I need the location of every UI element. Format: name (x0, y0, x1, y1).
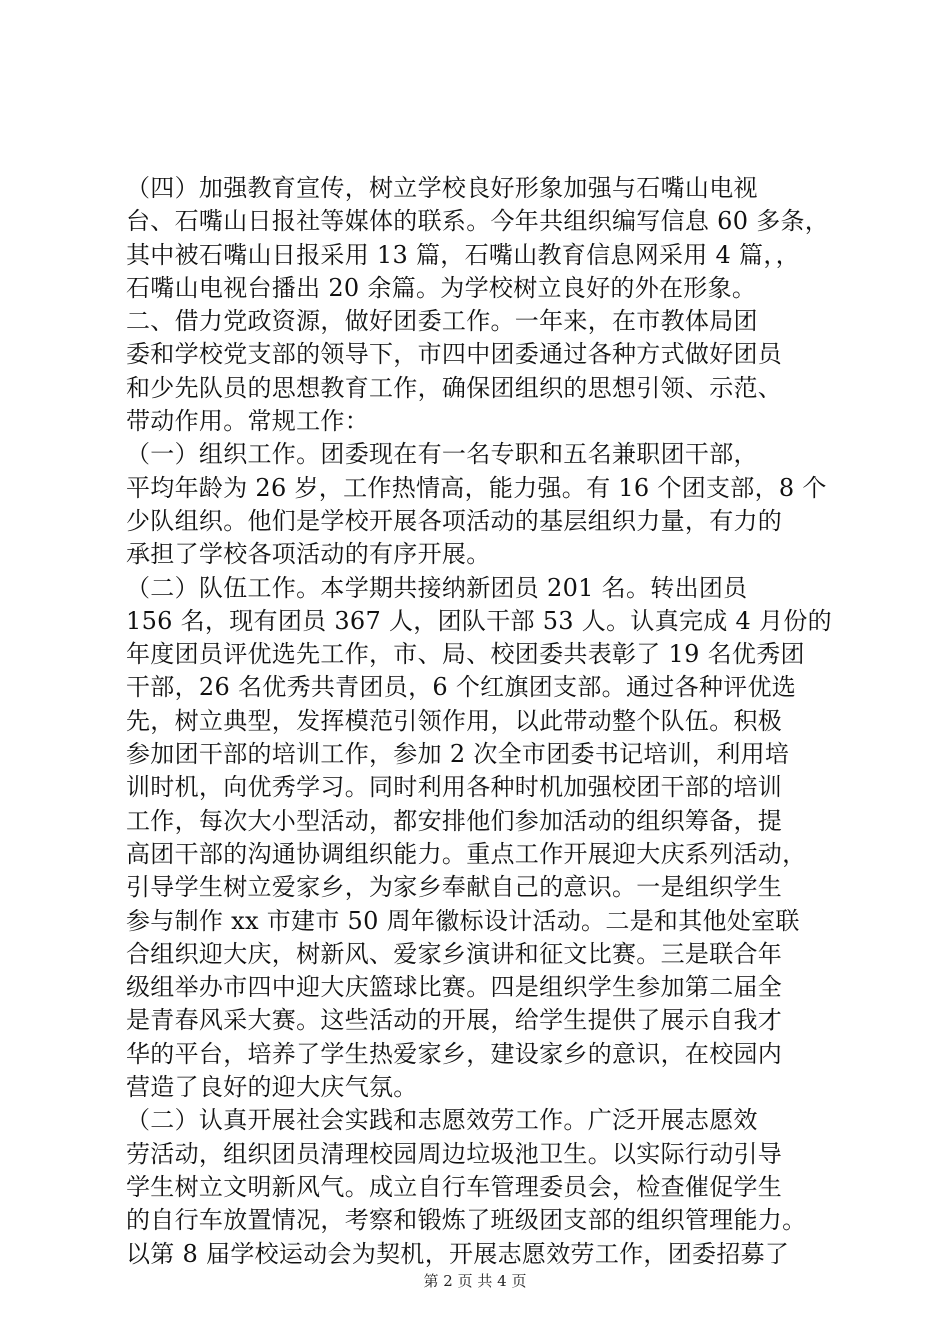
text-line: 营造了良好的迎大庆气氛。 (126, 1073, 418, 1102)
text-line: 级组举办市四中迎大庆篮球比赛。四是组织学生参加第二届全 (126, 973, 783, 1002)
text-line: 平均年龄为 26 岁，工作热情高，能力强。有 16 个团支部，8 个 (126, 473, 827, 502)
text-line: 干部，26 名优秀共青团员，6 个红旗团支部。通过各种评优选 (126, 673, 797, 702)
text-line: 高团干部的沟通协调组织能力。重点工作开展迎大庆系列活动， (126, 839, 807, 868)
text-line: 华的平台，培养了学生热爱家乡，建设家乡的意识，在校园内 (126, 1039, 783, 1068)
text-line: 先，树立典型，发挥模范引领作用，以此带动整个队伍。积极 (126, 706, 783, 735)
text-line: 合组织迎大庆，树新风、爱家乡演讲和征文比赛。三是联合年 (126, 939, 783, 968)
text-line: 委和学校党支部的领导下，市四中团委通过各种方式做好团员 (126, 340, 783, 369)
text-line: 和少先队员的思想教育工作，确保团组织的思想引领、示范、 (126, 373, 783, 402)
text-line: （四）加强教育宣传，树立学校良好形象加强与石嘴山电视 (126, 174, 758, 202)
text-line: （二）认真开展社会实践和志愿效劳工作。广泛开展志愿效 (126, 1106, 758, 1135)
text-line: 台、石嘴山日报社等媒体的联系。今年共组织编写信息 60 多条， (126, 207, 830, 236)
text-line: （一）组织工作。团委现在有一名专职和五名兼职团干部， (126, 440, 758, 469)
text-line: 带动作用。常规工作： (126, 407, 369, 436)
text-line: 石嘴山电视台播出 20 余篇。为学校树立良好的外在形象。 (126, 273, 757, 302)
text-line: 承担了学校各项活动的有序开展。 (126, 540, 491, 569)
text-line: 是青春风采大赛。这些活动的开展，给学生提供了展示自我才 (126, 1006, 783, 1035)
text-line: 训时机，向优秀学习。同时利用各种时机加强校团干部的培训 (126, 773, 783, 802)
text-line: 参与制作 xx 市建市 50 周年徽标设计活动。二是和其他处室联 (126, 906, 800, 935)
text-line: 参加团干部的培训工作，参加 2 次全市团委书记培训，利用培 (126, 740, 790, 769)
text-line: 少队组织。他们是学校开展各项活动的基层组织力量，有力的 (126, 506, 783, 535)
page-footer (0, 1271, 950, 1291)
text-line: 156 名，现有团员 367 人，团队干部 53 人。认真完成 4 月份的 (126, 606, 832, 635)
text-line: 其中被石嘴山日报采用 13 篇，石嘴山教育信息网采用 4 篇，， (126, 240, 800, 269)
text-line: 劳活动，组织团员清理校园周边垃圾池卫生。以实际行动引导 (126, 1139, 783, 1168)
text-line: 引导学生树立爱家乡，为家乡奉献自己的意识。一是组织学生 (126, 873, 783, 902)
text-line: 年度团员评优选先工作，市、局、校团委共表彰了 19 名优秀团 (126, 640, 805, 669)
text-line: 工作，每次大小型活动，都安排他们参加活动的组织筹备，提 (126, 806, 783, 835)
text-line: 以第 8 届学校运动会为契机，开展志愿效劳工作，团委招募了 (126, 1239, 790, 1268)
document-body (126, 172, 836, 1271)
text-line: 二、借力党政资源，做好团委工作。一年来，在市教体局团 (126, 307, 758, 336)
page-number-label: 第 2 页 共 4 页 (423, 1272, 527, 1290)
text-line: （二）队伍工作。本学期共接纳新团员 201 名。转出团员 (126, 573, 748, 602)
text-line: 学生树立文明新风气。成立自行车管理委员会，检查催促学生 (126, 1172, 783, 1201)
text-line: 的自行车放置情况，考察和锻炼了班级团支部的组织管理能力。 (126, 1206, 807, 1235)
